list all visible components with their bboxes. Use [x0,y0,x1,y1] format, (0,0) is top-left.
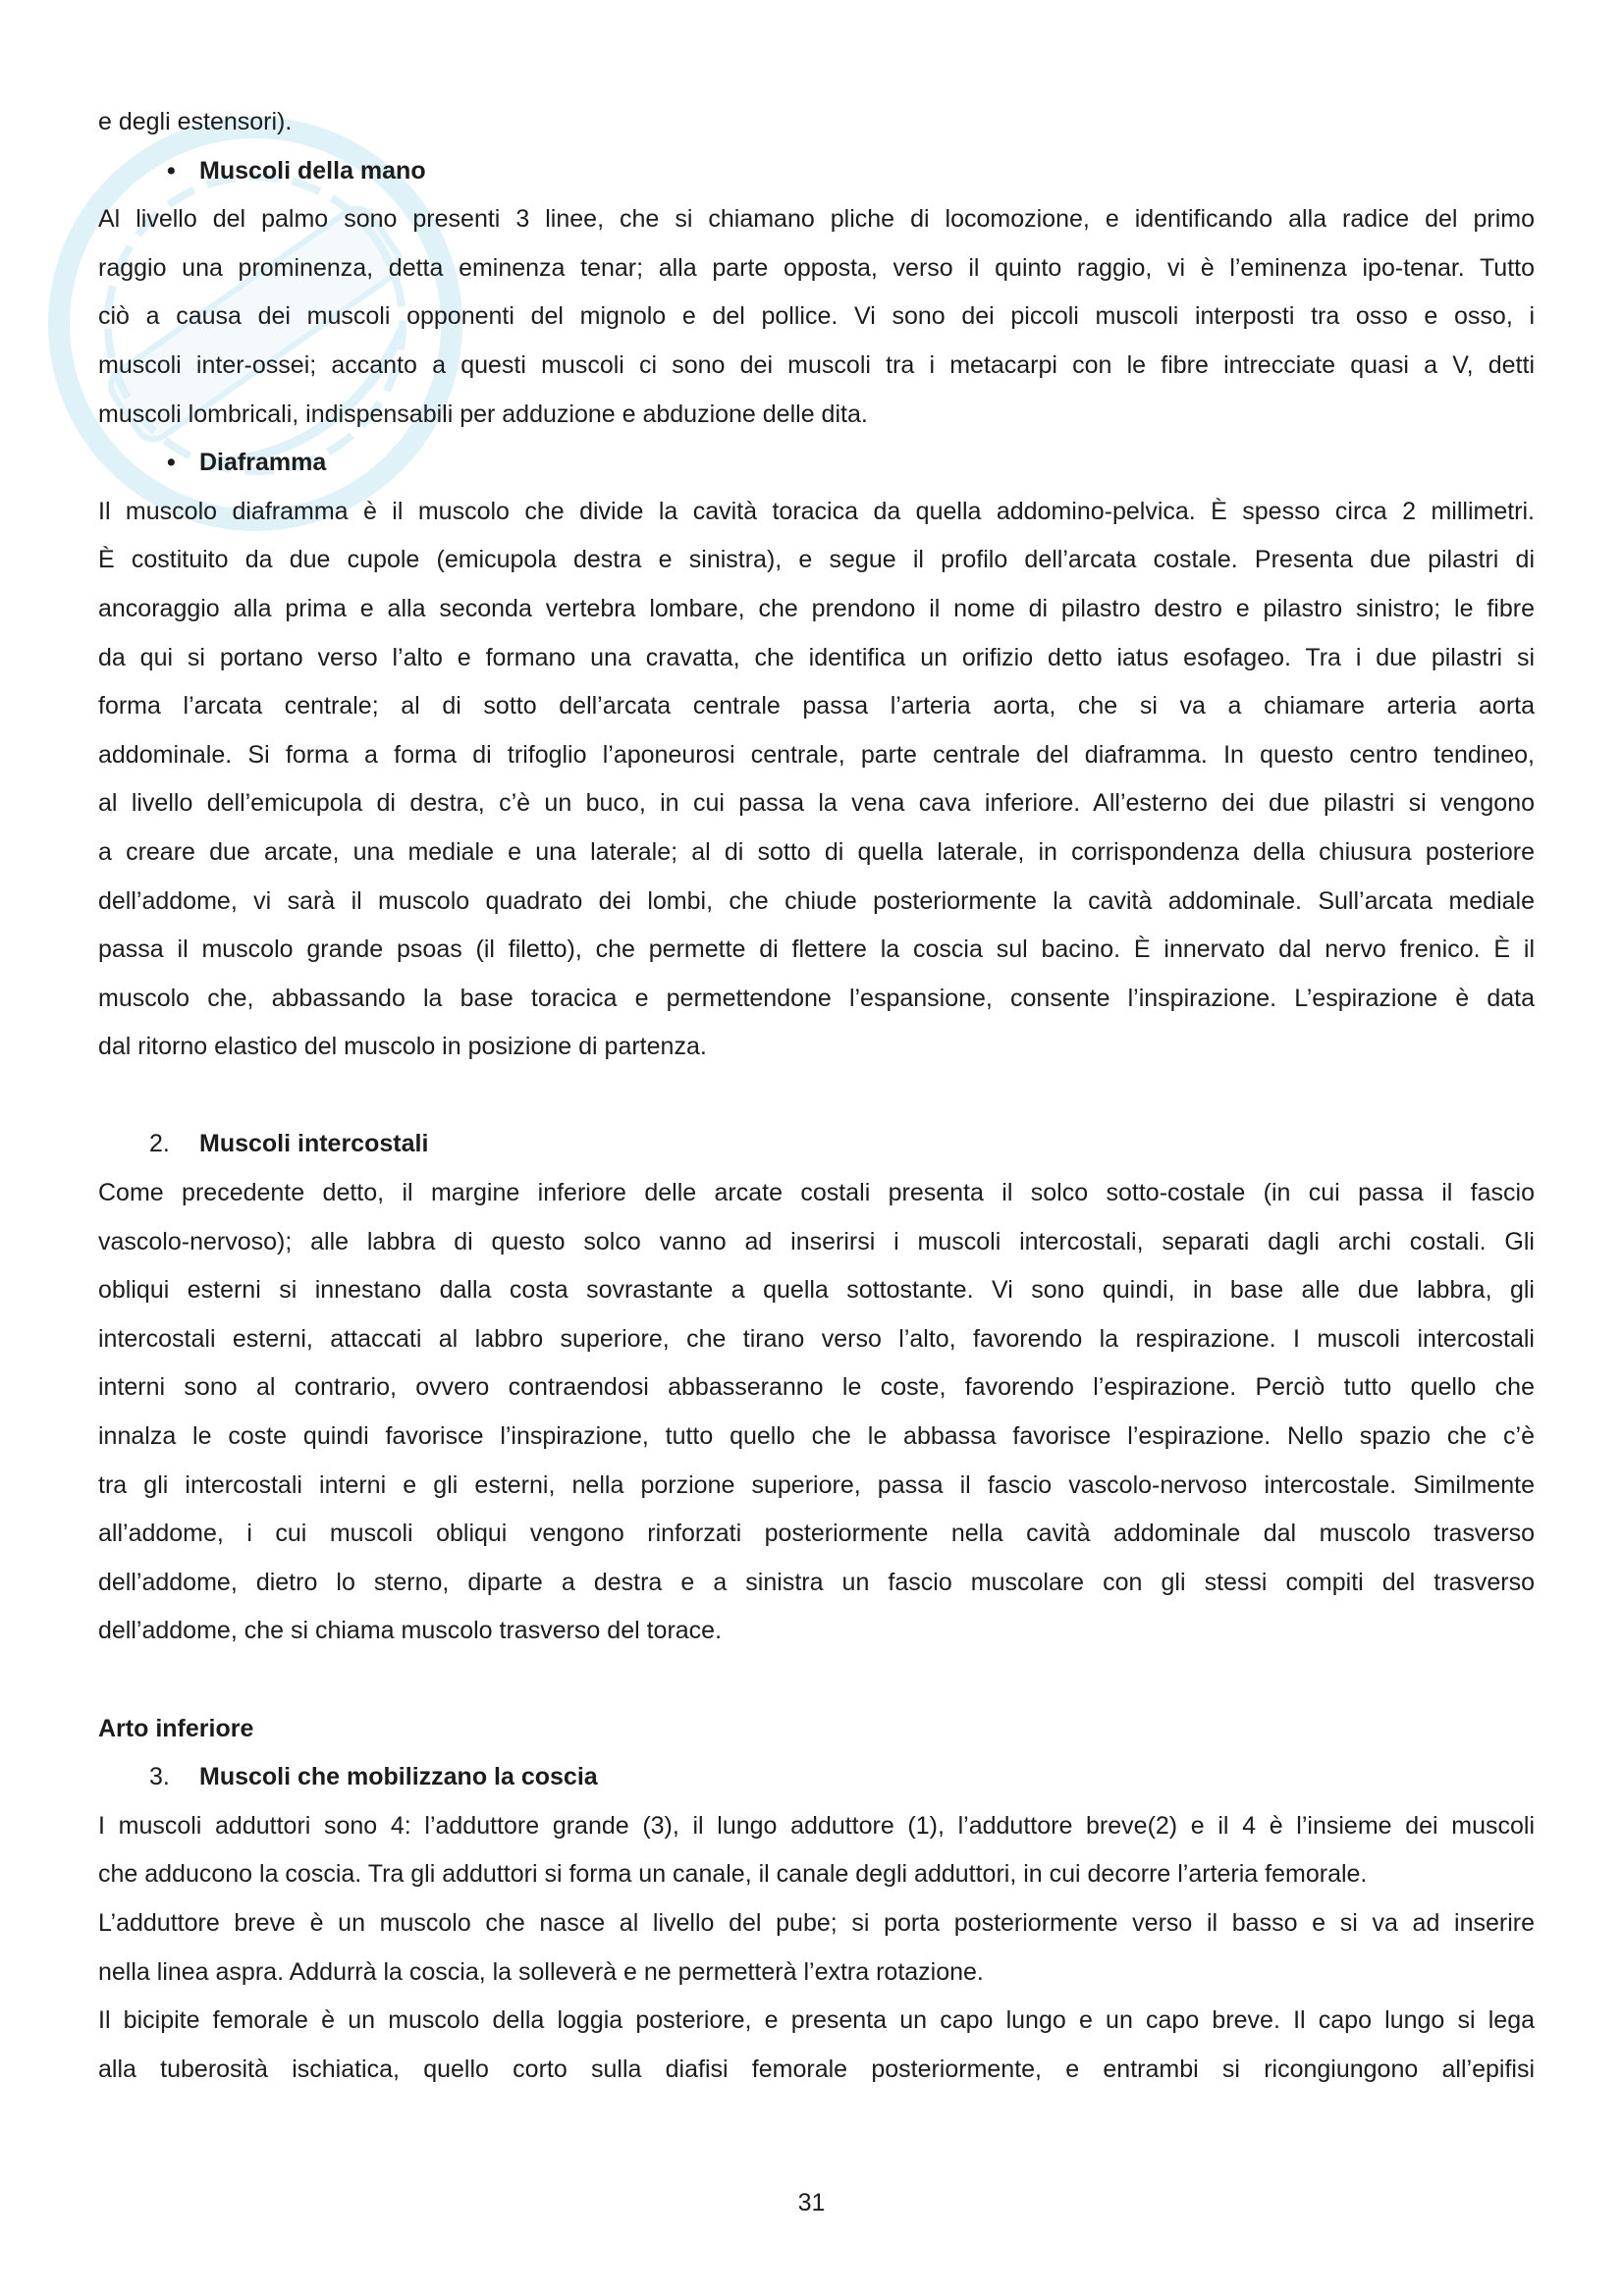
heading-muscoli-coscia [98,1753,1535,1802]
text-line: È costituito da due cupole (emicupola destra e sinistra), e segue il profilo dell’arcata costale. Presenta due pilastri di [98,546,1535,574]
heading-muscoli-intercostali [98,1120,1535,1169]
text-line: L’adduttore breve è un muscolo che nasce al livello del pube; si porta posteriormente verso il basso e si va ad inserire [98,1908,1535,1937]
text-line: al livello dell’emicupola di destra, c’è un buco, in cui passa la vena cava inferiore. All’esterno dei due pilastri si vengono [98,789,1535,818]
text-line: innalza le coste quindi favorisce l’inspirazione, tutto quello che le abbassa favorisce l’espirazione. Nello spazio che c’è [98,1422,1535,1451]
text-line: raggio una prominenza, detta eminenza tenar; alla parte opposta, verso il quinto raggio, vi è l’eminenza ipo-tenar. Tutto [98,253,1535,282]
paragraph-adduttore-breve [98,1899,1535,1997]
text-line: muscoli lombricali, indispensabili per adduzione e abduzione delle dita. [98,400,868,428]
heading-text: Muscoli che mobilizzano la coscia [199,1763,598,1791]
continuation-line: e degli estensori). [98,108,293,135]
page-number: 31 [797,2189,826,2216]
text-line: all’addome, i cui muscoli obliqui vengono rinforzati posteriormente nella cavità addominale dal muscolo trasverso [98,1520,1535,1548]
text-line: Il bicipite femorale è un muscolo della loggia posteriore, e presenta un capo lungo e un capo breve. Il capo lungo si lega [98,2006,1535,2035]
text-line: tra gli intercostali interni e gli esterni, nella porzione superiore, passa il fascio vascolo-nervoso intercostale. Similmente [98,1470,1535,1499]
paragraph-adduttori [98,1802,1535,1899]
text-line: ciò a causa dei muscoli opponenti del mignolo e del pollice. Vi sono dei piccoli muscoli interposti tra osso e osso, i [98,302,1535,331]
page-body [98,98,1535,2094]
text-line: I muscoli adduttori sono 4: l’adduttore grande (3), il lungo adduttore (1), l’adduttore breve(2) e il 4 è l’insieme dei muscoli [98,1811,1535,1840]
text-line: Come precedente detto, il margine inferiore delle arcate costali presenta il solco sotto-costale (in cui passa il fascio [98,1179,1535,1207]
text-line: a creare due arcate, una mediale e una laterale; al di sotto di quella laterale, in corrispondenza della chiusura posteriore [98,837,1535,866]
heading-text: Muscoli della mano [199,156,426,185]
list-number: 3. [149,1763,170,1791]
section-title-arto-inferiore: Arto inferiore [98,1714,254,1742]
paragraph-muscoli-intercostali [98,1169,1535,1656]
text-line: che adducono la coscia. Tra gli adduttori si forma un canale, il canale degli adduttori, in cui decorre l’arteria femorale. [98,1860,1368,1889]
bullet-icon: • [167,449,176,477]
paragraph-bicipite-femorale [98,1997,1535,2094]
text-line: alla tuberosità ischiatica, quello corto sulla diafisi femorale posteriormente, e entrambi si ricongiungono all’epifisi [98,2055,1535,2083]
paragraph-muscoli-della-mano [98,195,1535,439]
text-line: obliqui esterni si innestano dalla costa sovrastante a quella sottostante. Vi sono quindi, in base alle due labbra, gli [98,1276,1535,1305]
text-line: addominale. Si forma a forma di trifoglio l’aponeurosi centrale, parte centrale del diaframma. In questo centro tendineo, [98,740,1535,769]
paragraph-diaframma [98,488,1535,1072]
text-line: dal ritorno elastico del muscolo in posizione di partenza. [98,1033,707,1061]
heading-text: Muscoli intercostali [199,1130,429,1158]
text-line: dell’addome, che si chiama muscolo trasverso del torace. [98,1617,723,1645]
heading-diaframma [98,439,1535,488]
text-line: interni sono al contrario, ovvero contraendosi abbasseranno le coste, favorendo l’espirazione. Perciò tutto quello che [98,1373,1535,1402]
text-line: intercostali esterni, attaccati al labbro superiore, che tirano verso l’alto, favorendo la respirazione. I muscoli intercostali [98,1324,1535,1353]
text-line: forma l’arcata centrale; al di sotto dell’arcata centrale passa l’arteria aorta, che si va a chiamare arteria aorta [98,692,1535,721]
text-line: dell’addome, dietro lo sterno, diparte a destra e a sinistra un fascio muscolare con gli stessi compiti del trasverso [98,1568,1535,1596]
text-line: Il muscolo diaframma è il muscolo che divide la cavità toracica da quella addomino-pelvica. È spesso circa 2 millimetri. [98,497,1535,525]
text-line: nella linea aspra. Addurrà la coscia, la solleverà e ne permetterà l’extra rotazione. [98,1957,984,1986]
text-line: passa il muscolo grande psoas (il filetto), che permette di flettere la coscia sul bacino. È innervato dal nervo frenico. È il [98,935,1535,964]
text-line: vascolo-nervoso); alle labbra di questo solco vanno ad inserirsi i muscoli intercostali, separati dagli archi costali. Gli [98,1227,1535,1255]
text-line: muscolo che, abbassando la base toracica e permettendone l’espansione, consente l’inspirazione. L’espirazione è data [98,984,1535,1012]
text-line: Al livello del palmo sono presenti 3 linee, che si chiamano pliche di locomozione, e identificando alla radice del primo [98,205,1535,234]
heading-muscoli-della-mano [98,147,1535,196]
text-line: muscoli inter-ossei; accanto a questi muscoli ci sono dei muscoli tra i metacarpi con le fibre intrecciate quasi a V, detti [98,350,1535,379]
list-number: 2. [149,1130,170,1158]
heading-text: Diaframma [199,449,327,477]
bullet-icon: • [167,156,176,185]
text-line: dell’addome, vi sarà il muscolo quadrato dei lombi, che chiude posteriormente la cavità addominale. Sull’arcata mediale [98,886,1535,915]
text-line: ancoraggio alla prima e alla seconda vertebra lombare, che prendono il nome di pilastro destro e pilastro sinistro; le fibre [98,594,1535,622]
text-line: da qui si portano verso l’alto e formano una cravatta, che identifica un orifizio detto iatus esofageo. Tra i due pilastri si [98,643,1535,671]
